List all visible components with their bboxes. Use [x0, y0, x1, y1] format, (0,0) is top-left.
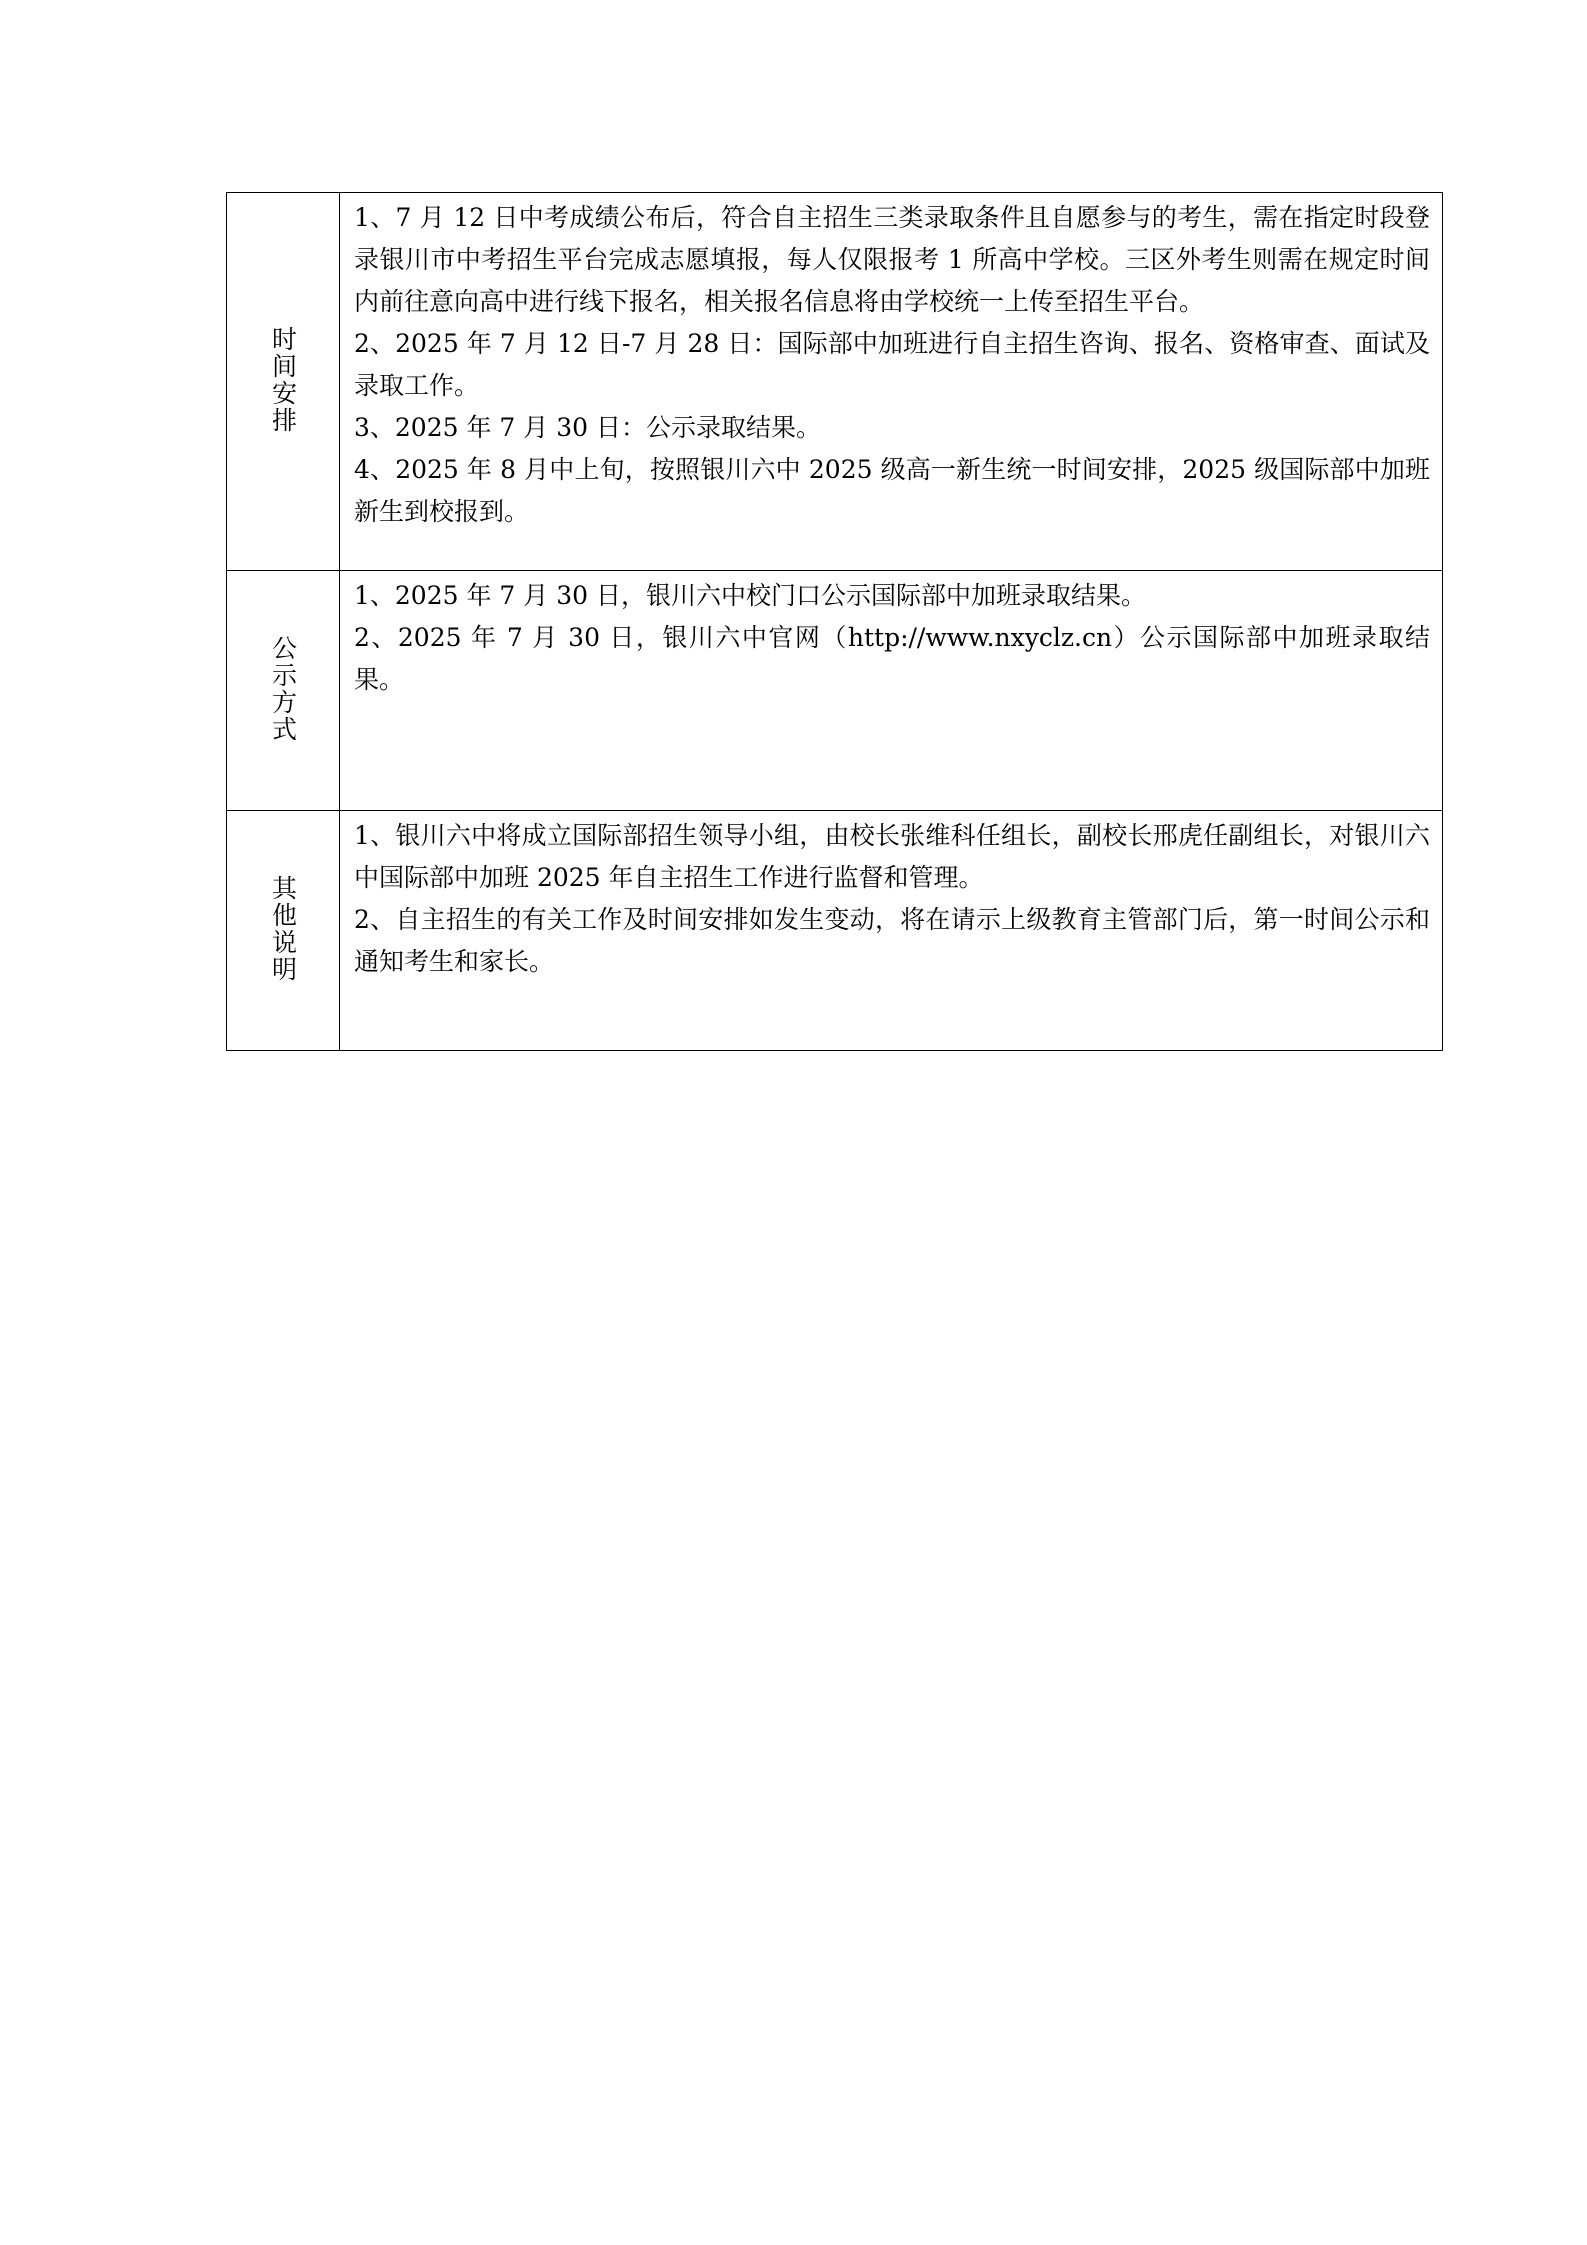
row-content-cell: [340, 571, 1443, 811]
table-row-other-notes: [227, 811, 1443, 1051]
other-notes-item-2: 2、自主招生的有关工作及时间安排如发生变动，将在请示上级教育主管部门后，第一时间公示和通知考生和家长。: [354, 905, 1430, 976]
other-notes-item-1: 1、银川六中将成立国际部招生领导小组，由校长张维科任组长，副校长邢虎任副组长，对银川六中国际部中加班 2025 年自主招生工作进行监督和管理。: [354, 821, 1430, 892]
info-table: [226, 192, 1443, 1051]
row-label-announcement: 公示方式: [268, 634, 298, 743]
announcement-item-2: 2、2025 年 7 月 30 日，银川六中官网（http://www.nxyclz.cn）公示国际部中加班录取结果。: [354, 623, 1430, 694]
table-row-schedule: [227, 193, 1443, 571]
row-label-other-notes: 其他说明: [268, 874, 298, 983]
row-label-cell: [227, 811, 340, 1051]
table-row-announcement: [227, 571, 1443, 811]
row-label-cell: [227, 571, 340, 811]
schedule-item-4: 4、2025 年 8 月中上旬，按照银川六中 2025 级高一新生统一时间安排，2025 级国际部中加班新生到校报到。: [354, 455, 1430, 526]
schedule-item-1: 1、7 月 12 日中考成绩公布后，符合自主招生三类录取条件且自愿参与的考生，需在指定时段登录银川市中考招生平台完成志愿填报，每人仅限报考 1 所高中学校。三区外考生则需在规定时间内前往意向高中进行线下报名，相关报名信息将由学校统一上传至招生平台。: [354, 203, 1430, 316]
schedule-item-3: 3、2025 年 7 月 30 日：公示录取结果。: [354, 413, 821, 442]
row-label-schedule: 时间安排: [268, 325, 298, 434]
row-content-cell: [340, 811, 1443, 1051]
row-label-cell: [227, 193, 340, 571]
schedule-item-2: 2、2025 年 7 月 12 日-7 月 28 日：国际部中加班进行自主招生咨询、报名、资格审查、面试及录取工作。: [354, 329, 1430, 400]
announcement-item-1: 1、2025 年 7 月 30 日，银川六中校门口公示国际部中加班录取结果。: [354, 581, 1146, 610]
row-content-cell: [340, 193, 1443, 571]
